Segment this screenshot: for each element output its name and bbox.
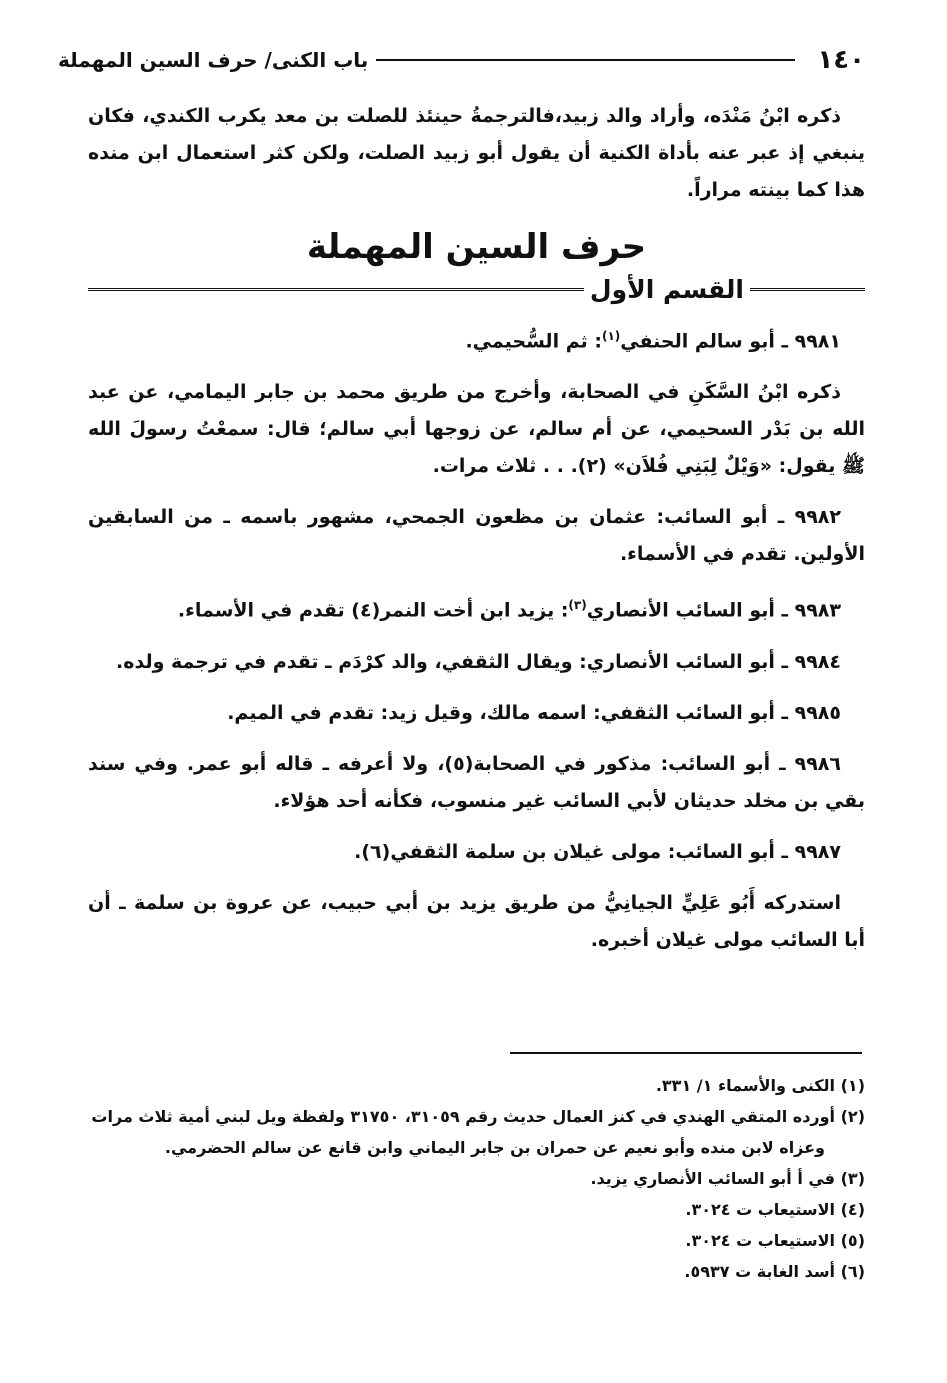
entry-lead: ٩٩٨٣ ـ أبو السائب الأنصاري (586, 599, 841, 622)
entry-9987 (88, 834, 865, 871)
footnote-6: (٦) أسد الغابة ت ٥٩٣٧. (684, 1262, 865, 1281)
entry-9981-detail (88, 374, 865, 485)
entry-text: : ويقال الثقفي، والد كرْدَم ـ تقدم في ترجمة ولده. (116, 650, 587, 673)
footnote-2-continued: وعزاه لابن منده وأبو نعيم عن حمران بن جابر اليماني وابن قانع عن سالم الحضرمي. (164, 1138, 825, 1157)
entry-9983 (88, 587, 865, 629)
section-title: القسم الأول (589, 275, 744, 304)
entry-9985 (88, 695, 865, 732)
entry-text: : ثم السُّحيمي. (465, 330, 602, 353)
footnotes (88, 1070, 865, 1287)
footnote-2: (٢) أورده المتقي الهندي في كنز العمال حديث رقم ٣١٠٥٩، ٣١٧٥٠ ولفظة ويل لبني أمية ثلاث مرات (91, 1107, 865, 1126)
entry-lead: ٩٩٨٦ ـ أبو السائب (668, 752, 841, 775)
intro-paragraph: ذكره ابْنُ مَنْدَه، وأراد والد زبيد،فالترجمةُ حينئذ للصلت بن معد يكرب الكندي، فكان ينبغي إذ عبر عنه بأداة الكنية أن يقول أبو زبيد الصلت، ولكن كثر استعمال ابن منده هذا كما بينته مراراً. (88, 105, 865, 201)
footnote-5: (٥) الاستيعاب ت ٣٠٢٤. (685, 1231, 865, 1250)
entry-text: ذكره ابْنُ السَّكَنِ في الصحابة، وأخرج من طريق محمد بن جابر اليمامي، عن عبد الله بن بَدْر السحيمي، عن أم سالم، عن زوجها أبي سالم؛ قال: سمعْتُ رسولَ الله ﷺ يقول: «وَيْلٌ لِبَنِي فُلاَن» (٢). . . ثلاث مرات. (88, 381, 865, 478)
entry-9984 (88, 644, 865, 681)
page-body (88, 98, 865, 973)
header-rule (376, 59, 795, 61)
entry-text: : مولى غيلان بن سلمة الثقفي(٦). (354, 840, 676, 863)
entry-lead: ٩٩٨١ ـ أبو سالم الحنفي (620, 330, 841, 353)
entry-text: : عثمان بن مظعون الجمحي، مشهور باسمه ـ من السابقين الأولين. تقدم في الأسماء. (88, 506, 865, 566)
running-title: باب الكنى/ حرف السين المهملة (58, 48, 369, 72)
entry-9987-detail (88, 885, 865, 959)
entry-text: : اسمه مالك، وقيل زيد: تقدم في الميم. (227, 701, 601, 724)
entry-lead: ٩٩٨٧ ـ أبو السائب (675, 840, 841, 863)
footnote-ref: (١) (601, 329, 621, 343)
entry-text: : مذكور في الصحابة(٥)، ولا أعرفه ـ قاله أبو عمر. وفي سند بقي بن مخلد حديثان لأبي السائب غير منسوب، فكأنه أحد هؤلاء. (88, 752, 865, 812)
entry-text: : يزيد ابن أخت النمر(٤) تقدم في الأسماء. (177, 599, 569, 622)
page-number: ١٤٠ (817, 45, 865, 75)
page-header (58, 40, 865, 80)
section-heading (88, 275, 865, 304)
entry-9981 (88, 318, 865, 360)
footnote-1: (١) الكنى والأسماء ١/ ٣٣١. (655, 1076, 865, 1095)
footnote-ref: (٣) (568, 598, 587, 613)
footnote-3: (٣) في أ أبو السائب الأنصاري يزيد. (590, 1169, 865, 1188)
footnote-4: (٤) الاستيعاب ت ٣٠٢٤. (685, 1200, 865, 1219)
section-rule-left (88, 288, 584, 291)
entry-lead: ٩٩٨٥ ـ أبو السائب الثقفي (600, 701, 841, 724)
entry-lead: ٩٩٨٢ ـ أبو السائب (664, 506, 841, 529)
entry-lead: ٩٩٨٤ ـ أبو السائب الأنصاري (586, 650, 841, 673)
entry-9982 (88, 499, 865, 573)
section-rule-right (750, 288, 865, 291)
footnote-separator (510, 1052, 862, 1054)
chapter-title: حرف السين المهملة (306, 227, 647, 267)
entry-text: استدركه أَبُو عَلِيٍّ الجيانِيُّ من طريق يزيد بن أبي حبيب، عن عروة بن سلمة ـ أن أبا السائب مولى غيلان أخبره. (88, 891, 865, 951)
entry-9986 (88, 746, 865, 820)
